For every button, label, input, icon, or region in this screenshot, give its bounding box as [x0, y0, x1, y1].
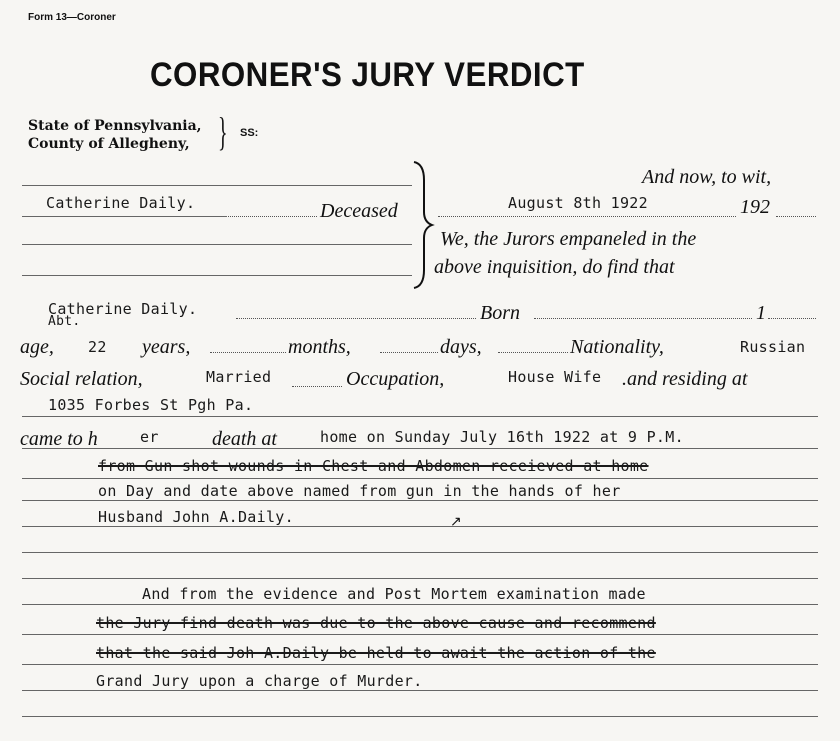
born-dotted — [534, 318, 752, 319]
finding-rule-3 — [22, 664, 818, 665]
nationality-label: Nationality, — [570, 336, 664, 358]
social-relation-label: Social relation, — [20, 368, 143, 390]
finding-rule-4 — [22, 690, 818, 691]
year-dotted — [776, 216, 816, 217]
abt-note: Abt. — [48, 314, 81, 329]
days-label: days, — [440, 336, 482, 358]
deceased-dotted — [225, 216, 317, 217]
nationality-value: Russian — [740, 338, 806, 356]
born-label: Born — [480, 302, 520, 324]
months-dotted — [210, 352, 286, 353]
death-cause-line-1: from Gun shot wounds in Chest and Abdomen receieved at home — [98, 457, 649, 475]
verdict-year-printed: 192 — [740, 196, 770, 218]
occupation-value: House Wife — [508, 368, 602, 386]
finding-rule-2 — [22, 634, 818, 635]
deceased-label: Deceased — [320, 200, 398, 222]
years-label: years, — [142, 336, 191, 358]
social-dotted — [292, 386, 342, 387]
ss-label: SS: — [240, 127, 259, 139]
blank-rule-1 — [22, 552, 818, 553]
document-title: CORONER'S JURY VERDICT — [150, 56, 585, 94]
days-dotted — [380, 352, 438, 353]
age-value: 22 — [88, 338, 107, 356]
death-rule-3 — [22, 500, 818, 501]
deceased-rule-4 — [22, 275, 412, 276]
finding-line-1: And from the evidence and Post Mortem examination made — [142, 585, 646, 603]
social-relation-value: Married — [206, 368, 272, 386]
jurors-line-2: above inquisition, do find that — [434, 256, 675, 278]
blank-rule-2 — [22, 578, 818, 579]
deceased-rule-3 — [22, 244, 412, 245]
finding-rule-1 — [22, 604, 818, 605]
nationality-dotted — [498, 352, 568, 353]
death-rule-4 — [22, 526, 818, 527]
finding-rule-5 — [22, 716, 818, 717]
death-rule-1 — [22, 448, 818, 449]
residence-address: 1035 Forbes St Pgh Pa. — [48, 396, 254, 414]
residing-label: .and residing at — [622, 368, 748, 390]
finding-line-2: the Jury find death was due to the above cause and recommend — [96, 614, 656, 632]
born-number: 1 — [756, 302, 766, 324]
occupation-label: Occupation, — [346, 368, 445, 390]
deceased-rule-2 — [22, 216, 227, 217]
death-rule-2 — [22, 478, 818, 479]
months-label: months, — [288, 336, 351, 358]
jurors-line-1: We, the Jurors empaneled in the — [440, 228, 697, 250]
death-place-time: home on Sunday July 16th 1922 at 9 P.M. — [320, 428, 684, 446]
born-dotted-end — [768, 318, 816, 319]
form-number-label: Form 13—Coroner — [28, 12, 116, 23]
death-at-label: death at — [212, 428, 277, 450]
name-dotted — [236, 318, 476, 319]
deceased-rule-1 — [22, 185, 412, 186]
address-rule — [22, 416, 818, 417]
verdict-date: August 8th 1922 — [508, 194, 648, 212]
deceased-name: Catherine Daily. — [46, 194, 196, 212]
venue-brace: } — [218, 109, 228, 154]
date-dotted — [438, 216, 736, 217]
came-to-her-suffix: er — [140, 428, 159, 446]
age-label: age, — [20, 336, 54, 358]
and-now-label: And now, to wit, — [642, 166, 772, 188]
came-to-label: came to h — [20, 428, 98, 450]
pen-mark: ↗ — [450, 515, 462, 530]
death-cause-line-2: on Day and date above named from gun in the hands of her — [98, 482, 621, 500]
finding-line-3: that the said Joh A.Daily be held to await the action of the — [96, 644, 656, 662]
state-label: State of Pennsylvania, — [28, 118, 202, 134]
finding-line-4: Grand Jury upon a charge of Murder. — [96, 672, 423, 690]
verdict-brace — [410, 160, 436, 290]
death-cause-line-3: Husband John A.Daily. — [98, 508, 294, 526]
subject-name: Catherine Daily. — [48, 300, 198, 318]
county-label: County of Allegheny, — [28, 136, 190, 152]
